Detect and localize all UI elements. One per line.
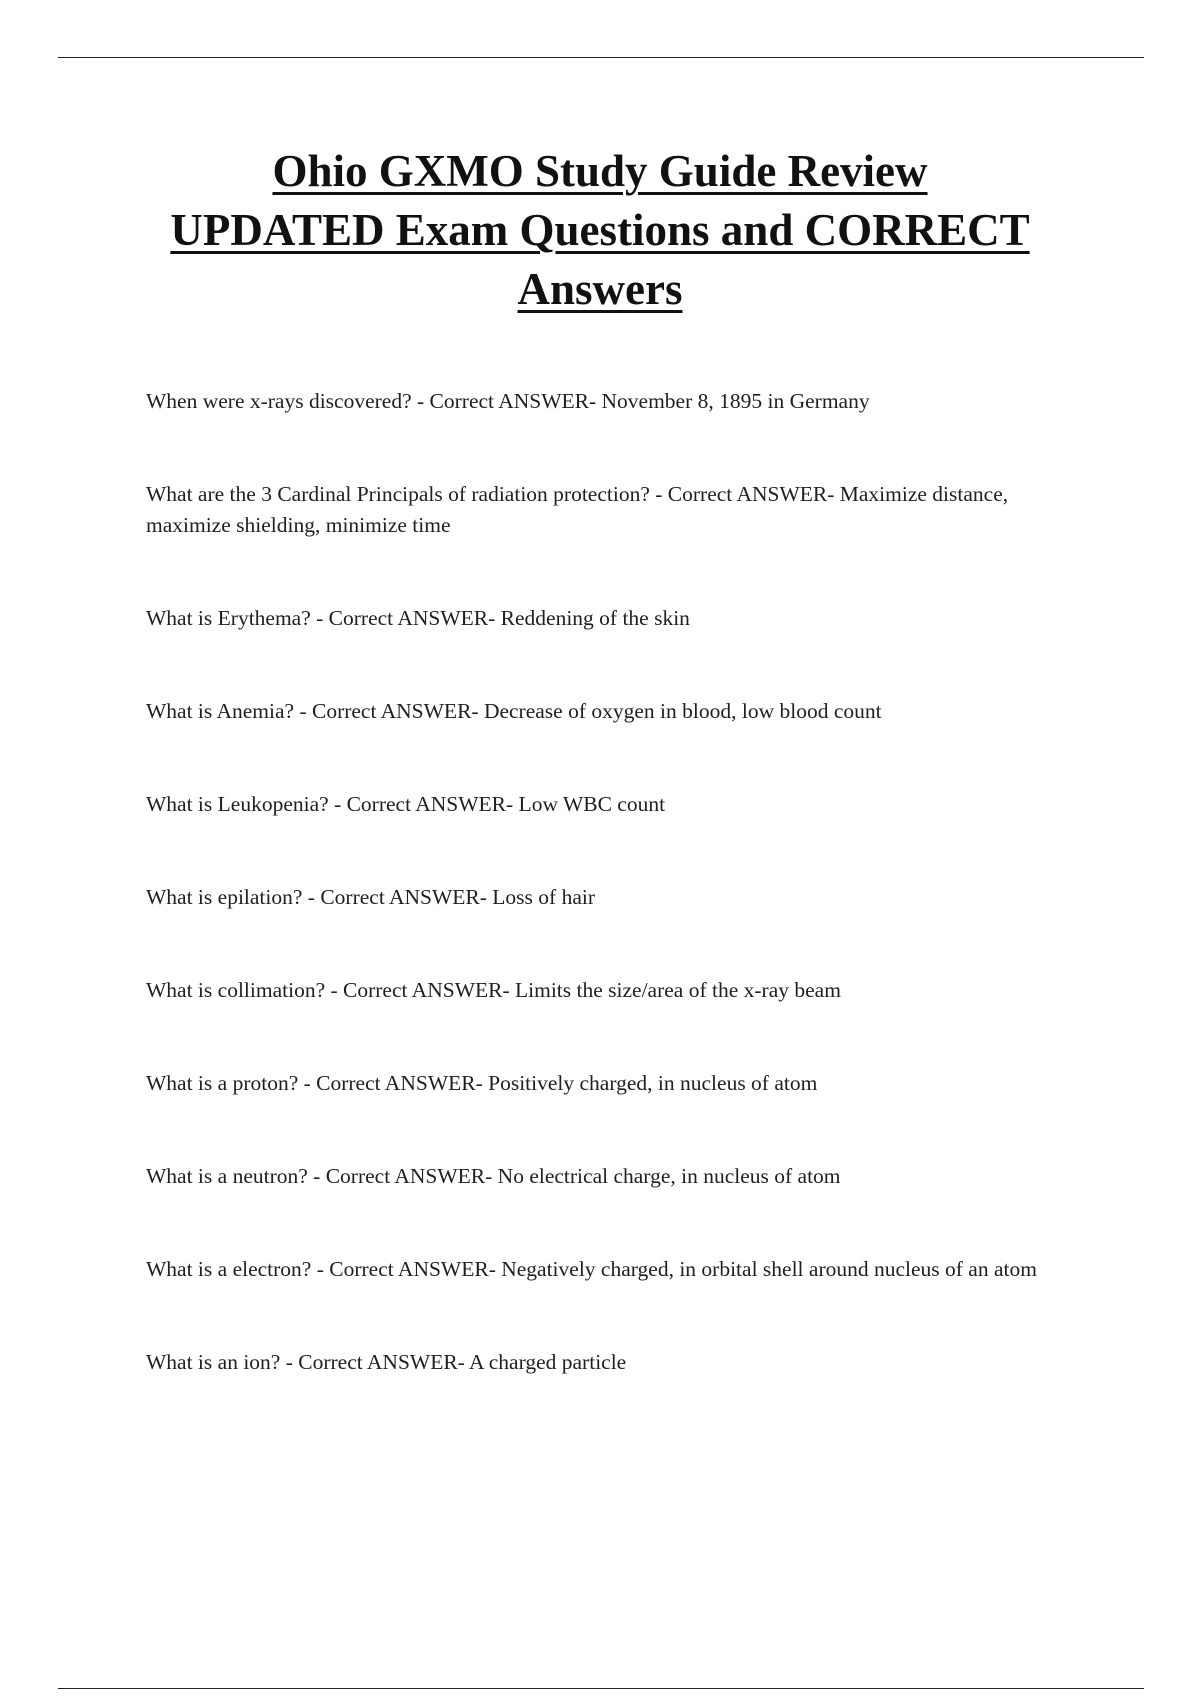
title-line-3: Answers (517, 264, 683, 314)
header-rule (58, 57, 1144, 58)
question-answer-list (146, 386, 1076, 1440)
qa-item: What is an ion? - Correct ANSWER- A charged particle (146, 1350, 627, 1374)
qa-item: What is Erythema? - Correct ANSWER- Reddening of the skin (146, 606, 690, 630)
qa-item: What are the 3 Cardinal Principals of radiation protection? - Correct ANSWER- Maximize distance, maximize shielding, minimize time (146, 482, 1009, 537)
qa-item: What is Anemia? - Correct ANSWER- Decrease of oxygen in blood, low blood count (146, 699, 882, 723)
footer-rule (58, 1688, 1144, 1689)
qa-item: When were x-rays discovered? - Correct ANSWER- November 8, 1895 in Germany (146, 389, 870, 413)
title-line-2: UPDATED Exam Questions and CORRECT (170, 205, 1030, 255)
qa-item: What is collimation? - Correct ANSWER- Limits the size/area of the x-ray beam (146, 978, 841, 1002)
qa-item: What is a electron? - Correct ANSWER- Negatively charged, in orbital shell around nucleus of an atom (146, 1257, 1037, 1281)
qa-item: What is a proton? - Correct ANSWER- Positively charged, in nucleus of atom (146, 1071, 818, 1095)
document-title (100, 142, 1100, 319)
qa-item: What is Leukopenia? - Correct ANSWER- Low WBC count (146, 792, 666, 816)
qa-item: What is a neutron? - Correct ANSWER- No electrical charge, in nucleus of atom (146, 1164, 841, 1188)
title-line-1: Ohio GXMO Study Guide Review (272, 146, 928, 196)
qa-item: What is epilation? - Correct ANSWER- Loss of hair (146, 885, 596, 909)
